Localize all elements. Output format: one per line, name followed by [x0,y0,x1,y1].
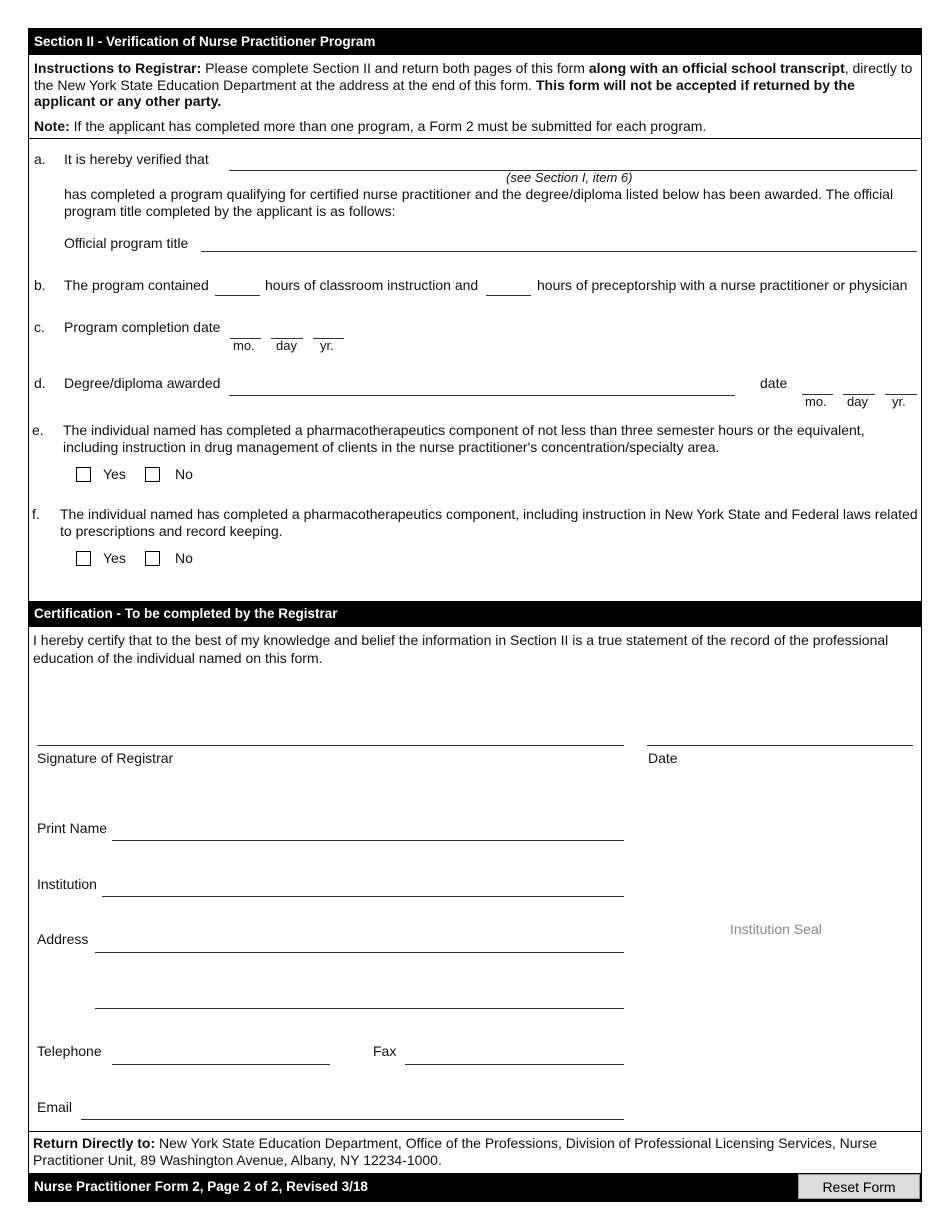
institution-field[interactable] [102,896,624,897]
item-b-letter: b. [34,277,46,293]
institution-seal-label: Institution Seal [730,921,822,937]
telephone-label: Telephone [37,1043,102,1059]
item-e-letter: e. [32,422,44,438]
form-id: Nurse Practitioner Form 2, Page 2 of 2, Revised 3/18 [34,1179,368,1194]
signature-label: Signature of Registrar [37,750,174,766]
item-e-yes-label: Yes [103,466,126,482]
program-title-field[interactable] [201,251,917,252]
signature-field[interactable] [37,745,624,746]
section2-header: Section II - Verification of Nurse Practitioner Program [28,28,922,55]
item-c-letter: c. [34,319,45,335]
item-c-day: day [276,338,297,353]
fax-label: Fax [373,1043,397,1059]
institution-label: Institution [37,876,97,892]
item-f-no-checkbox[interactable] [145,551,160,566]
item-a-label: It is hereby verified that [64,151,209,167]
telephone-field[interactable] [112,1064,330,1065]
item-e-no-checkbox[interactable] [145,467,160,482]
instructions-bold1: along with an official school transcript [588,60,845,76]
item-f-yes-checkbox[interactable] [76,551,91,566]
item-c-mo: mo. [233,338,255,353]
fax-field[interactable] [405,1064,624,1065]
item-f-yes-label: Yes [103,550,126,566]
instructions-bold2: This form will not be accepted if returned by the applicant or any other party. [34,76,855,109]
item-e-text: The individual named has completed a pharmacotherapeutics component of not less than three semester hours or the equivalent, including instruction in drug management of clients in the nurse practitioner's concentration/specialty area. [63,422,865,455]
item-d-yr: yr. [892,394,906,409]
instructions-text2: , directly to the New York State Education Department at the address at the end of this form. [34,60,913,93]
item-f-no-label: No [175,550,193,566]
return-address [33,1135,913,1168]
item-d-mo: mo. [805,394,827,409]
return-text: New York State Education Department, Office of the Professions, Division of Professional Licensing Services, Nurse Practitioner Unit, 89 Washington Avenue, Albany, NY 12234-1000. [33,1135,877,1168]
program-title-label: Official program title [64,235,189,251]
degree-field[interactable] [229,395,735,396]
reset-form-button[interactable]: Reset Form [798,1174,920,1199]
item-b-text3: hours of preceptorship with a nurse practitioner or physician [537,277,908,293]
item-e-yes-checkbox[interactable] [76,467,91,482]
return-label: Return Directly to: [33,1135,156,1151]
item-a-hint: (see Section I, item 6) [506,170,633,185]
item-b-text2: hours of classroom instruction and [265,277,479,293]
item-d-day: day [847,394,868,409]
address-label: Address [37,931,89,947]
item-f-letter: f. [32,506,40,522]
item-d-label: Degree/diploma awarded [64,375,221,391]
item-a-text: has completed a program qualifying for certified nurse practitioner and the degree/diploma listed below has been awarded. The official program title completed by the applicant is as follows: [64,186,894,219]
item-e-no-label: No [175,466,193,482]
instructions-label: Instructions to Registrar: [34,60,202,76]
email-label: Email [37,1099,73,1115]
classroom-hours-field[interactable] [215,295,260,296]
date-field[interactable] [647,745,913,746]
item-a-letter: a. [34,151,46,167]
form-id-footer [28,1173,922,1201]
print-name-field[interactable] [112,840,624,841]
email-field[interactable] [81,1119,624,1120]
item-d-letter: d. [34,375,46,391]
divider [28,138,922,139]
certification-header: Certification - To be completed by the Registrar [28,601,922,627]
item-f-text: The individual named has completed a pharmacotherapeutics component, including instruction in New York State and Federal laws related to prescriptions and record keeping. [60,506,918,539]
preceptorship-hours-field[interactable] [486,295,531,296]
item-d-date-label: date [760,375,788,391]
instructions [34,60,916,110]
note-text: If the applicant has completed more than one program, a Form 2 must be submitted for each program. [69,118,707,134]
print-name-label: Print Name [37,820,108,836]
address-field-line2[interactable] [95,1008,624,1009]
address-field-line1[interactable] [95,952,624,953]
item-b-text1: The program contained [64,277,209,293]
divider [28,1131,922,1132]
item-c-label: Program completion date [64,319,221,335]
note [34,118,916,135]
date-label: Date [648,750,678,766]
note-label: Note: [34,118,70,134]
certification-statement: I hereby certify that to the best of my knowledge and belief the information in Section II is a true statement of the record of the professional education of the individual named on this form. [33,632,889,666]
instructions-text1: Please complete Section II and return both pages of this form [201,60,589,76]
item-c-yr: yr. [320,338,334,353]
